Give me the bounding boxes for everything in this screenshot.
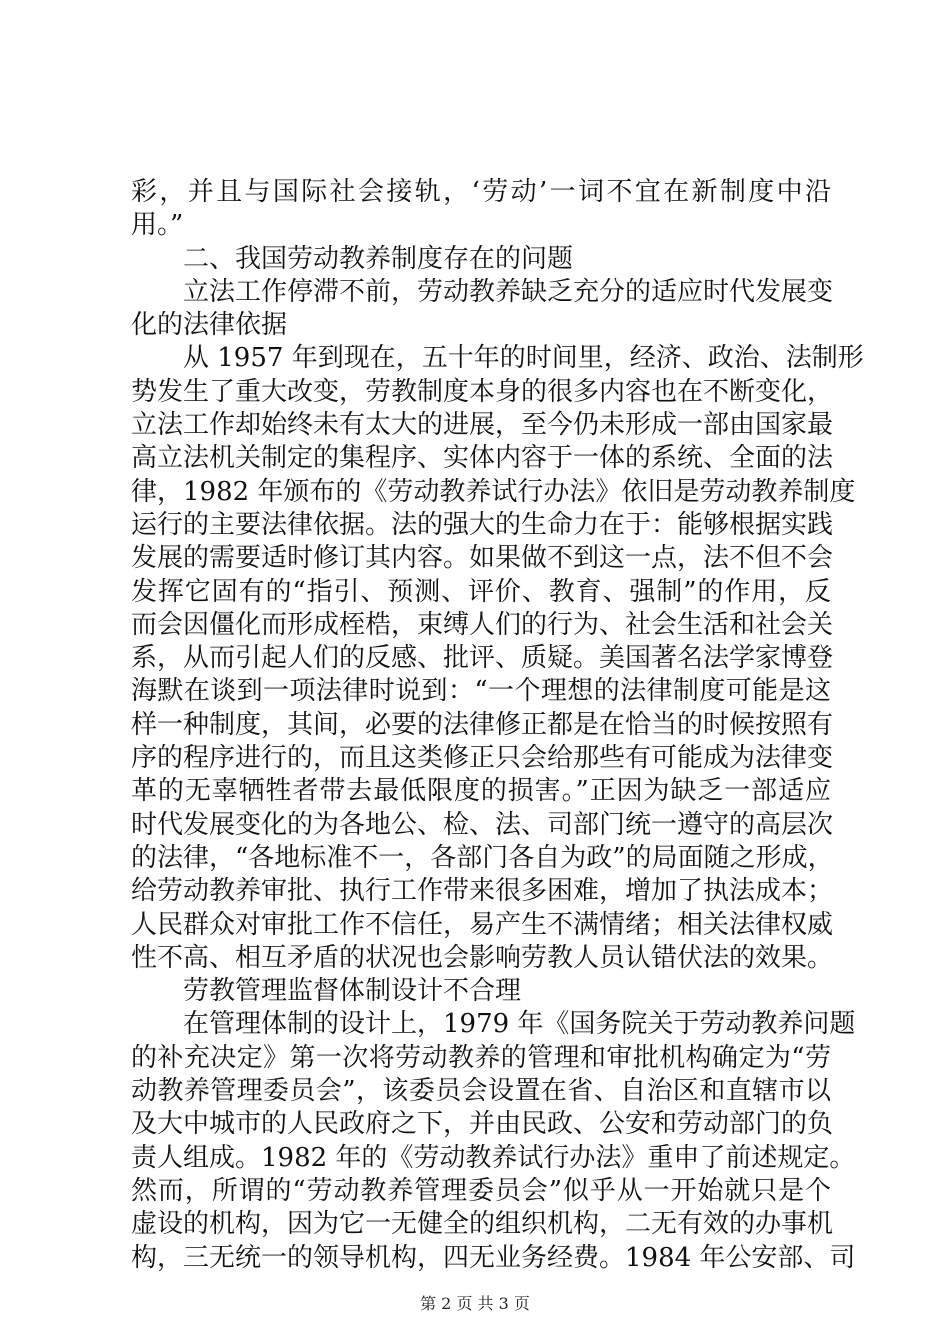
text-line: 动教养管理委员会”，该委员会设置在省、自治区和直辖市以 — [131, 1076, 831, 1107]
text-line: 高立法机关制定的集程序、实体内容于一体的系统、全面的法 — [131, 443, 834, 474]
text-line: 势发生了重大改变，劳教制度本身的很多内容也在不断变化， — [131, 376, 834, 407]
text-line: 在管理体制的设计上，1979 年《国务院关于劳动教养问题 — [183, 1009, 856, 1040]
text-line: 系，从而引起人们的反感、批评、质疑。美国著名法学家博登 — [131, 643, 834, 674]
page-number: 第 2 页 共 3 页 — [420, 1294, 530, 1313]
text-line: 彩，并且与国际社会接轨，‘劳动’一词不宜在新制度中沿 — [131, 177, 831, 207]
text-line: 的补充决定》第一次将劳动教养的管理和审批机构确定为“劳 — [131, 1042, 831, 1073]
text-line: 样一种制度，其间，必要的法律修正都是在恰当的时候按照有 — [131, 709, 834, 740]
subsection-heading: 立法工作停滞不前，劳动教养缺乏充分的适应时代发展变 — [183, 276, 834, 307]
body-text — [131, 176, 864, 1275]
text-line: 虚设的机构，因为它一无健全的组织机构，二无有效的办事机 — [131, 1209, 834, 1240]
text-line: 构，三无统一的领导机构，四无业务经费。1984 年公安部、司 — [131, 1242, 856, 1273]
text-line: 然而，所谓的“劳动教养管理委员会”似乎从一开始就只是个 — [131, 1175, 831, 1206]
subsection-heading: 化的法律依据 — [131, 310, 288, 341]
text-line: 从 1957 年到现在，五十年的时间里，经济、政治、法制形 — [183, 343, 864, 374]
subsection-heading: 劳教管理监督体制设计不合理 — [183, 976, 522, 1007]
text-line: 运行的主要法律依据。法的强大的生命力在于：能够根据实践 — [131, 509, 834, 540]
text-line: 及大中城市的人民政府之下，并由民政、公安和劳动部门的负 — [131, 1109, 834, 1140]
text-line: 用。” — [131, 210, 184, 241]
text-line: 序的程序进行的，而且这类修正只会给那些有可能成为法律变 — [131, 743, 834, 774]
text-line: 律，1982 年颁布的《劳动教养试行办法》依旧是劳动教养制度 — [131, 476, 856, 507]
text-line: 给劳动教养审批、执行工作带来很多困难，增加了执法成本； — [131, 876, 834, 907]
text-line: 时代发展变化的为各地公、检、法、司部门统一遵守的高层次 — [131, 809, 834, 840]
section-heading: 二、我国劳动教养制度存在的问题 — [183, 243, 574, 274]
text-line: 而会因僵化而形成桎梏，束缚人们的行为、社会生活和社会关 — [131, 609, 834, 640]
text-line: 海默在谈到一项法律时说到：“一个理想的法律制度可能是这 — [131, 676, 831, 707]
text-line: 发展的需要适时修订其内容。如果做不到这一点，法不但不会 — [131, 543, 834, 574]
text-line: 发挥它固有的“指引、预测、评价、教育、强制”的作用，反 — [131, 576, 831, 607]
text-line: 革的无辜牺牲者带去最低限度的损害。”正因为缺乏一部适应 — [131, 776, 831, 807]
text-line: 性不高、相互矛盾的状况也会影响劳教人员认错伏法的效果。 — [131, 942, 834, 973]
text-line: 责人组成。1982 年的《劳动教养试行办法》重申了前述规定。 — [131, 1142, 856, 1173]
text-line: 的法律，“各地标准不一，各部门各自为政”的局面随之形成， — [131, 842, 834, 873]
text-line: 立法工作却始终未有太大的进展，至今仍未形成一部由国家最 — [131, 410, 834, 441]
text-line: 人民群众对审批工作不信任，易产生不满情绪；相关法律权威 — [131, 909, 834, 940]
page-footer — [0, 1294, 950, 1314]
